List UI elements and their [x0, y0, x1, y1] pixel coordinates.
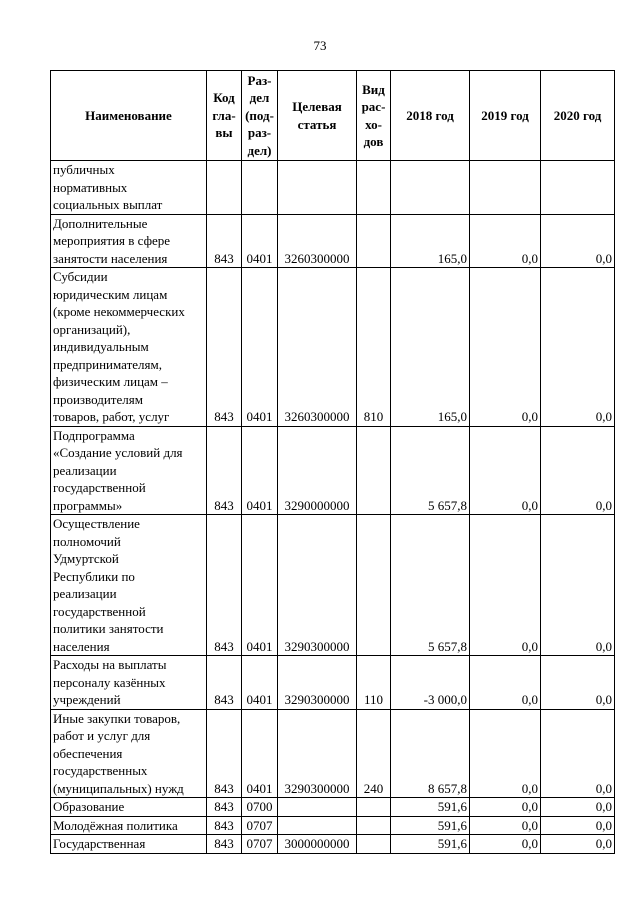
- table-row: [51, 798, 615, 817]
- row-target-article: 3290300000: [278, 709, 357, 798]
- header-year-2018: 2018 год: [391, 71, 470, 161]
- row-chapter-code: 843: [207, 798, 242, 817]
- row-name: Дополнительные мероприятия в сфере занятости населения: [51, 214, 207, 268]
- row-value-2018: -3 000,0: [391, 656, 470, 710]
- row-section: 0707: [242, 816, 278, 835]
- row-name: Молодёжная политика: [51, 816, 207, 835]
- row-section: 0401: [242, 268, 278, 427]
- row-target-article: 3000000000: [278, 835, 357, 854]
- row-value-2018: [391, 161, 470, 215]
- row-chapter-code: 843: [207, 426, 242, 515]
- row-target-article: [278, 161, 357, 215]
- row-name: Образование: [51, 798, 207, 817]
- row-value-2018: 591,6: [391, 835, 470, 854]
- row-value-2018: 165,0: [391, 214, 470, 268]
- row-value-2018: 8 657,8: [391, 709, 470, 798]
- row-target-article: [278, 798, 357, 817]
- row-value-2019: 0,0: [470, 835, 541, 854]
- header-year-2020: 2020 год: [541, 71, 615, 161]
- row-name: Субсидии юридическим лицам (кроме некоммерческих организаций), индивидуальным предпринимателям, физическим лицам – производителям товаров, работ, услуг: [51, 268, 207, 427]
- row-expense-type: [357, 798, 391, 817]
- row-section: 0401: [242, 426, 278, 515]
- row-section: 0401: [242, 515, 278, 656]
- row-name: Иные закупки товаров, работ и услуг для обеспечения государственных (муниципальных) нужд: [51, 709, 207, 798]
- row-expense-type: [357, 214, 391, 268]
- row-value-2019: 0,0: [470, 656, 541, 710]
- table-row: [51, 709, 615, 798]
- table-row: [51, 515, 615, 656]
- row-target-article: [278, 816, 357, 835]
- row-value-2018: 5 657,8: [391, 515, 470, 656]
- row-value-2019: 0,0: [470, 515, 541, 656]
- header-expense-type: Вид рас- хо- дов: [357, 71, 391, 161]
- table-row: [51, 426, 615, 515]
- row-chapter-code: 843: [207, 656, 242, 710]
- table-row: [51, 816, 615, 835]
- row-value-2019: [470, 161, 541, 215]
- header-name: Наименование: [51, 71, 207, 161]
- row-value-2019: 0,0: [470, 709, 541, 798]
- row-value-2020: 0,0: [541, 709, 615, 798]
- row-section: 0700: [242, 798, 278, 817]
- row-expense-type: [357, 816, 391, 835]
- row-section: 0707: [242, 835, 278, 854]
- row-value-2020: 0,0: [541, 656, 615, 710]
- row-expense-type: 110: [357, 656, 391, 710]
- row-expense-type: [357, 426, 391, 515]
- row-value-2020: 0,0: [541, 214, 615, 268]
- row-section: 0401: [242, 709, 278, 798]
- header-year-2019: 2019 год: [470, 71, 541, 161]
- row-target-article: 3260300000: [278, 214, 357, 268]
- row-target-article: 3290300000: [278, 656, 357, 710]
- row-name: публичных нормативных социальных выплат: [51, 161, 207, 215]
- row-value-2020: 0,0: [541, 798, 615, 817]
- table-row: [51, 656, 615, 710]
- header-chapter-code: Код гла- вы: [207, 71, 242, 161]
- table-row: [51, 268, 615, 427]
- row-chapter-code: 843: [207, 515, 242, 656]
- row-section: 0401: [242, 656, 278, 710]
- header-row: [51, 71, 615, 161]
- row-value-2018: 591,6: [391, 798, 470, 817]
- row-value-2019: 0,0: [470, 798, 541, 817]
- row-chapter-code: 843: [207, 816, 242, 835]
- row-expense-type: [357, 835, 391, 854]
- row-target-article: 3290300000: [278, 515, 357, 656]
- row-value-2018: 5 657,8: [391, 426, 470, 515]
- row-value-2019: 0,0: [470, 214, 541, 268]
- row-expense-type: 810: [357, 268, 391, 427]
- row-expense-type: [357, 515, 391, 656]
- row-value-2020: 0,0: [541, 268, 615, 427]
- row-value-2019: 0,0: [470, 268, 541, 427]
- page-number: 73: [313, 38, 327, 53]
- row-chapter-code: 843: [207, 709, 242, 798]
- budget-table: [50, 70, 615, 854]
- header-section: Раз- дел (под- раз- дел): [242, 71, 278, 161]
- row-name: Расходы на выплаты персоналу казённых учреждений: [51, 656, 207, 710]
- row-expense-type: [357, 161, 391, 215]
- table-row: [51, 835, 615, 854]
- row-name: Подпрограмма «Создание условий для реализации государственной программы»: [51, 426, 207, 515]
- row-value-2019: 0,0: [470, 816, 541, 835]
- row-value-2018: 591,6: [391, 816, 470, 835]
- table-row: [51, 161, 615, 215]
- row-value-2020: 0,0: [541, 515, 615, 656]
- row-value-2020: 0,0: [541, 835, 615, 854]
- row-chapter-code: 843: [207, 214, 242, 268]
- row-name: Осуществление полномочий Удмуртской Республики по реализации государственной политики занятости населения: [51, 515, 207, 656]
- row-value-2018: 165,0: [391, 268, 470, 427]
- row-target-article: 3260300000: [278, 268, 357, 427]
- row-expense-type: 240: [357, 709, 391, 798]
- row-value-2019: 0,0: [470, 426, 541, 515]
- header-target-article: Целевая статья: [278, 71, 357, 161]
- row-section: 0401: [242, 214, 278, 268]
- row-chapter-code: 843: [207, 268, 242, 427]
- row-section: [242, 161, 278, 215]
- row-name: Государственная: [51, 835, 207, 854]
- row-value-2020: [541, 161, 615, 215]
- table-row: [51, 214, 615, 268]
- row-chapter-code: 843: [207, 835, 242, 854]
- row-chapter-code: [207, 161, 242, 215]
- row-value-2020: 0,0: [541, 426, 615, 515]
- row-value-2020: 0,0: [541, 816, 615, 835]
- row-target-article: 3290000000: [278, 426, 357, 515]
